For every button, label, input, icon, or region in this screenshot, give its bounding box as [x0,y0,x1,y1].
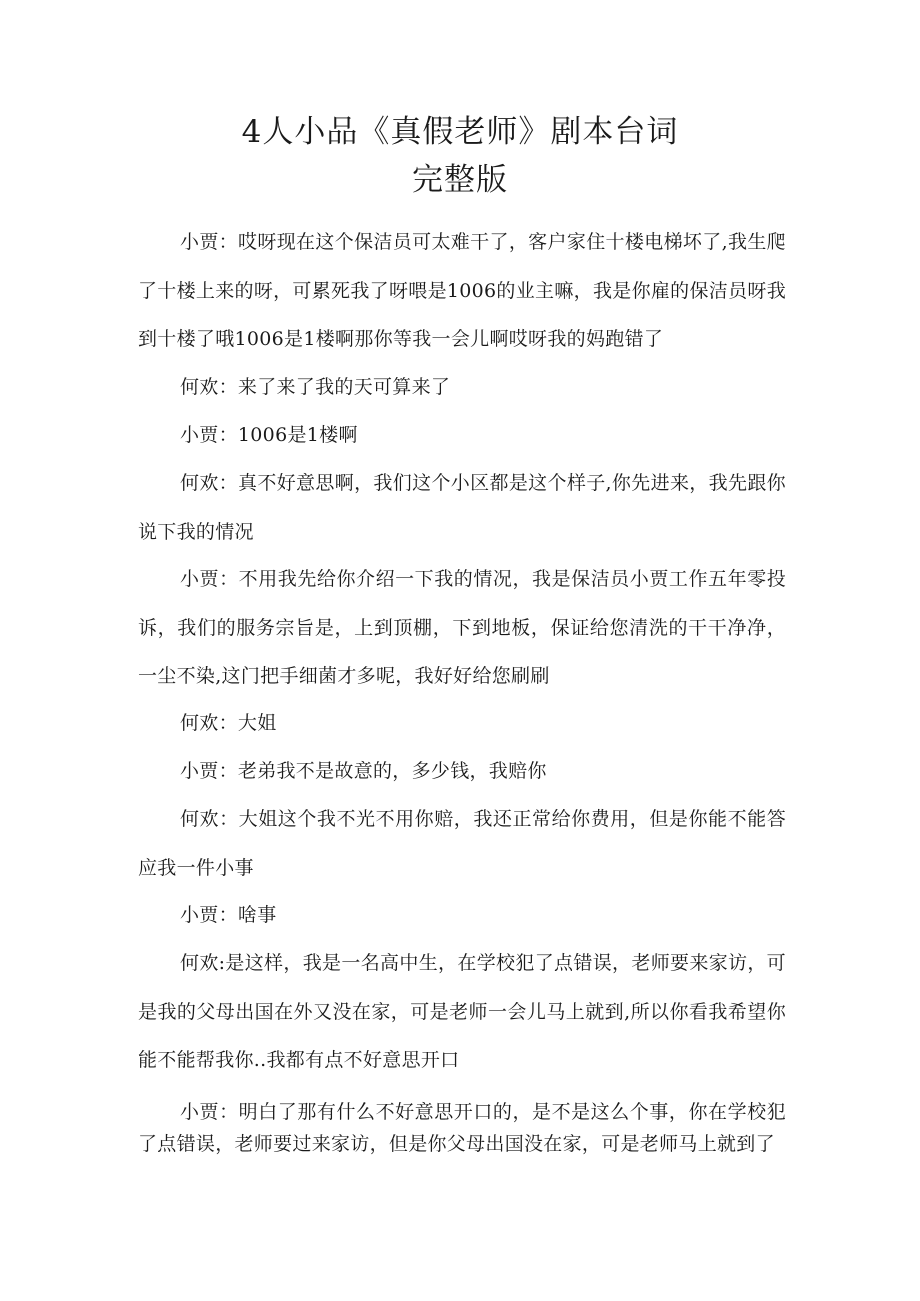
dialogue-paragraph: 小贾：1006是1楼啊 [180,424,358,446]
dialogue-paragraph: 小贾：老弟我不是故意的，多少钱，我赔你 [180,760,547,782]
dialogue-paragraph: 何欢:是这样，我是一名高中生，在学校犯了点错误，老师要来家访，可是我的父母出国在外又没在家，可是老师一会儿马上就到,所以你看我希望你能不能帮我你..我都有点不好意思开口 [138,952,786,1071]
document-title: 4人小品《真假老师》剧本台词 [241,114,679,150]
dialogue-paragraph: 小贾：哎呀现在这个保洁员可太难干了，客户家住十楼电梯坏了,我生爬了十楼上来的呀，可累死我了呀喂是1006的业主嘛，我是你雇的保洁员呀我到十楼了哦1006是1楼啊那你等我一会儿啊哎呀我的妈跑错了 [138,231,786,350]
dialogue-paragraph: 何欢：真不好意思啊，我们这个小区都是这个样子,你先进来，我先跟你说下我的情况 [138,472,786,543]
dialogue-paragraph: 何欢：大姐 [180,712,277,734]
dialogue-paragraph: 小贾：明白了那有什么不好意思开口的，是不是这么个事，你在学校犯了点错误，老师要过来家访，但是你父母出国没在家，可是老师马上就到了 [138,1101,786,1155]
dialogue-paragraph: 何欢：来了来了我的天可算来了 [180,376,451,398]
dialogue-paragraph: 小贾：啥事 [180,904,277,926]
document-subtitle: 完整版 [412,162,508,198]
dialogue-paragraph: 何欢：大姐这个我不光不用你赔，我还正常给你费用，但是你能不能答应我一件小事 [138,808,786,879]
dialogue-paragraph: 小贾：不用我先给你介绍一下我的情况，我是保洁员小贾工作五年零投诉，我们的服务宗旨是，上到顶棚，下到地板，保证给您清洗的干干净净，一尘不染,这门把手细菌才多呢，我好好给您刷刷 [138,568,786,687]
